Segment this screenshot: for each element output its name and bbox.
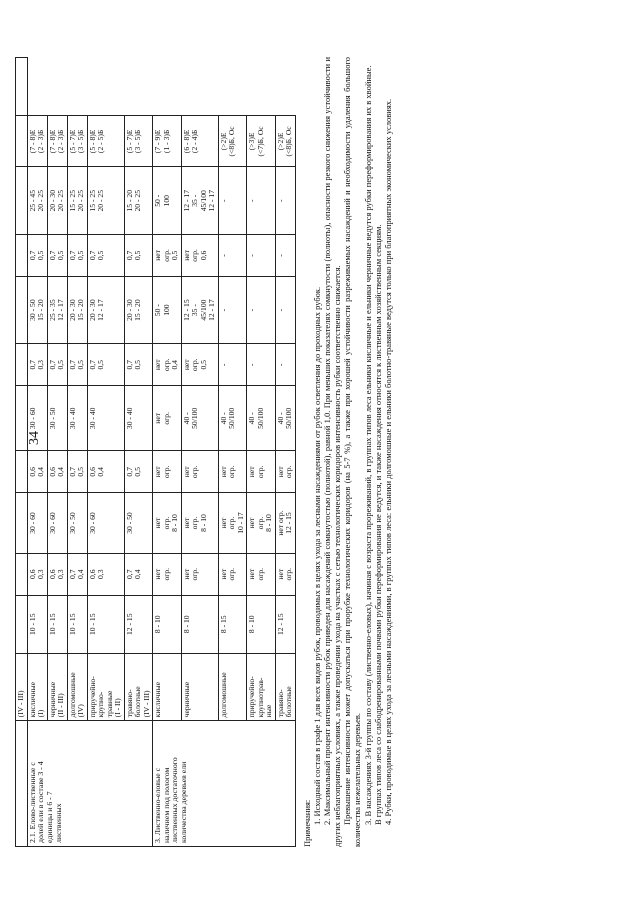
table-cell: (>2)Е (<8)Б, Ос	[275, 116, 295, 167]
table-cell: 8 - 10	[181, 595, 218, 653]
table-cell: нет огр.	[181, 451, 218, 493]
table-cell: 0,6 0,4	[47, 451, 67, 493]
table-cell: нет огр. 10 - 17	[218, 493, 247, 554]
table-cell	[16, 234, 28, 276]
table-cell: 0,7 0,5	[47, 344, 67, 386]
table-cell: 20 - 30 15 - 20	[67, 276, 87, 343]
table-cell: 0,6 0,4	[87, 451, 124, 493]
table-cell	[16, 344, 28, 386]
table-cell: (IV - III)	[16, 653, 28, 720]
table-cell: 30 - 50	[67, 493, 87, 554]
group-label: 3. Лиственно-еловые с наличием под пологом лиственных достаточного количества деревьев ели	[153, 721, 296, 847]
table-cell: долгомошные	[218, 653, 247, 720]
table-cell: 0,7 0,5	[47, 234, 67, 276]
table-cell: нет огр.	[153, 451, 182, 493]
table-cell: -	[247, 234, 276, 276]
table-cell	[16, 553, 28, 595]
table-cell: черничные (II - III)	[47, 653, 67, 720]
notes-title: Примечания:	[301, 799, 312, 847]
table-cell: 0,7 0,5	[67, 234, 87, 276]
table-cell	[16, 386, 28, 451]
table-cell: приручейно- крупно- травные (I - II)	[87, 653, 124, 720]
note-item: В группах типов леса со слабодренированными почвами рубки переформирования не ведутся, и также насаждения относятся к лиственным хозяйственным секциям.	[372, 224, 383, 825]
table-cell: 40 - 50/100	[247, 386, 276, 451]
table-cell: -	[247, 344, 276, 386]
table-cell: нет огр.	[247, 451, 276, 493]
notes-block	[302, 57, 394, 847]
table-cell: 20 - 30 12 - 17	[87, 276, 124, 343]
table-cell: травяно- болотные	[275, 653, 295, 720]
table-cell: нет огр. 8 - 10	[153, 493, 182, 554]
table-cell: 0,7 0,5	[87, 344, 124, 386]
table-cell: 0,7 0,5	[124, 234, 153, 276]
table-cell: нет огр. 8 - 10	[247, 493, 276, 554]
table-cell: 15 - 25 20 - 25	[67, 167, 87, 234]
table-cell: 0,7 0,5	[124, 344, 153, 386]
table-cell: 0,7 0,5	[67, 344, 87, 386]
table-cell: 10 - 15	[27, 595, 47, 653]
table-cell: 20 - 30 20 - 25	[47, 167, 67, 234]
table-cell: нет огр.	[218, 553, 247, 595]
table-cell: (>2)Е (<8)Б, Ос	[218, 116, 247, 167]
table-cell: 25 - 35 12 - 17	[47, 276, 67, 343]
table-cell: 0,6 0,4	[27, 451, 47, 493]
table-cell: 30 - 50 15 - 20	[27, 276, 47, 343]
table-cell: нет огр.	[247, 553, 276, 595]
table-cell: нет огр. 12 - 15	[275, 493, 295, 554]
table-cell: 20 - 30 15 - 20	[124, 276, 153, 343]
table-cell: 30 - 50	[124, 493, 153, 554]
table-cell: (6 - 8)Е (2 - 4)Б	[181, 116, 218, 167]
table-cell: 0,7 0,5	[27, 234, 47, 276]
table-cell: нет огр.	[153, 386, 182, 451]
note-item: 2. Максимальный процент интенсивности рубок приведен для насаждений сомкнутостью (полнотой), равной 1,0. При меньших показателях сомкнутости (полноты), опасности резкого снижения устойчивости и других неблагоприятных условиях, а также проведении ухода на участках с сетью технологических коридоров интенсивность рубки соответственно снижается.	[321, 57, 343, 847]
table-cell: приручейно- крупнотрав- ные	[247, 653, 276, 720]
table-cell: 30 - 50	[47, 386, 67, 451]
table-cell: 25 - 45 20 - 25	[27, 167, 47, 234]
table-cell: 0,6 0,3	[87, 553, 124, 595]
table-cell: (7 - 9)Е (1 - 3)Б	[153, 116, 182, 167]
table-cell: нет огр. 0,6	[181, 234, 218, 276]
table-cell: 12 - 15	[275, 595, 295, 653]
table-cell: нет огр.	[218, 451, 247, 493]
table-cell: 0,7 0,4	[67, 553, 87, 595]
note-item: 1. Исходный состав в графе 1 для всех видов рубок, проводимых в целях ухода за лесными насаждениями от рубок осветления до проходных рубок.	[311, 286, 322, 825]
table-cell: 10 - 15	[47, 595, 67, 653]
table-cell: 50 - 100	[153, 167, 182, 234]
table-cell	[16, 451, 28, 493]
table-cell: 30 - 60	[27, 386, 47, 451]
table-cell: -	[218, 167, 247, 234]
table-cell: (5 - 8)Е (2 - 5)Б	[87, 116, 124, 167]
note-item: 4. Рубки, проводимые в целях ухода за лесными насаждениями, в группах типов леса: ельники долгомошные и ельники болотно-травяные ведутся только при благоприятных экономических условиях.	[383, 98, 393, 825]
rotated-page-content	[15, 57, 625, 847]
table-row	[153, 58, 182, 847]
table-cell: нет огр. 0,4	[153, 344, 182, 386]
table-cell	[16, 493, 28, 554]
table-cell: 0,7 0,5	[124, 451, 153, 493]
table-cell: 0,7 0,5	[87, 234, 124, 276]
table-cell: 15 - 25 20 - 25	[87, 167, 124, 234]
table-cell	[16, 721, 28, 847]
note-item: 3. В насаждениях 3-й группы по составу (лиственно-еловых), начиная с возраста прореживаний, в группах типов леса ельники кисличные и ельники черничные ведутся рубки переформирования их в хвойные.	[362, 65, 373, 825]
table-cell: нет огр. 0,5	[153, 234, 182, 276]
table-cell: травяно- болотные (IV - III)	[124, 653, 153, 720]
table-cell	[16, 276, 28, 343]
group-label: 2.1. Елово-лиственные с долей ели в составе 3 - 4 единицы и 6 - 7 лиственных	[27, 721, 153, 847]
table-cell: -	[218, 276, 247, 343]
table-cell: (5 - 7)Е (3 - 5)Б	[67, 116, 87, 167]
table-cell: 30 - 60	[47, 493, 67, 554]
table-cell: 12 - 17 35 - 45/100 12 - 17	[181, 167, 218, 234]
table-cell: 8 - 10	[247, 595, 276, 653]
table-cell: нет огр.	[275, 451, 295, 493]
table-cell: кисличные	[153, 653, 182, 720]
note-item: Превышение интенсивности может допускаться при прорубке технологических коридоров (на 5-7 %), а также при хорошей устойчивости разреживаемых насаждений и необходимости удаления большого количества нежелательных деревьев.	[342, 57, 363, 847]
table-cell: нет огр. 8 - 10	[181, 493, 218, 554]
table-cell: 0,7 0,4	[124, 553, 153, 595]
table-cell: -	[218, 234, 247, 276]
table-cell: 0,7 0,3	[27, 344, 47, 386]
table-cell: -	[275, 276, 295, 343]
table-cell: 30 - 60	[27, 493, 47, 554]
table-cell: -	[275, 234, 295, 276]
table-cell: нет огр. 0,5	[181, 344, 218, 386]
table-cell: -	[275, 167, 295, 234]
table-cell	[16, 58, 28, 116]
table-cell: 15 - 20 20 - 25	[124, 167, 153, 234]
table-cell: 0,7 0,5	[67, 451, 87, 493]
table-cell: 40 - 50/100	[218, 386, 247, 451]
table-cell: нет огр.	[153, 553, 182, 595]
table-cell: 10 - 15	[87, 595, 124, 653]
table-cell: 12 - 15 35 - 45/100 12 - 17	[181, 276, 218, 343]
thinning-table	[15, 57, 296, 847]
table-cell: 30 - 40	[67, 386, 87, 451]
table-cell: 8 - 10	[153, 595, 182, 653]
table-cell: черничные	[181, 653, 218, 720]
table-cell: нет огр.	[181, 553, 218, 595]
table-cell: 12 - 15	[124, 595, 153, 653]
table-cell: 30 - 40	[87, 386, 124, 451]
table-cell: 30 - 60	[87, 493, 124, 554]
table-cell: долгомошные (IV)	[67, 653, 87, 720]
table-cell: (7 - 8)Е (2 - 3)Б	[27, 116, 47, 167]
table-cell: 40 - 50/100	[275, 386, 295, 451]
table-cell: нет огр.	[275, 553, 295, 595]
table-cell: (>3)Е (<7)Б, Ос	[247, 116, 276, 167]
table-cell: 10 - 15	[67, 595, 87, 653]
table-cell	[16, 167, 28, 234]
table-cell: 0,6 0,3	[27, 553, 47, 595]
table-cell: (7 - 8)Е (2 - 3)Б	[47, 116, 67, 167]
table-cell: (5 - 7)Е (3 - 5)Б	[124, 116, 153, 167]
table-cell: 30 - 40	[124, 386, 153, 451]
table-cell	[16, 595, 28, 653]
table-cell: 50 - 100	[153, 276, 182, 343]
table-cell: 8 - 15	[218, 595, 247, 653]
table-row	[27, 58, 47, 847]
table-cell	[16, 116, 28, 167]
table-header-row	[16, 58, 28, 847]
page-number: 34	[27, 431, 42, 445]
table-cell: 40 - 50/100	[181, 386, 218, 451]
table-cell: -	[247, 167, 276, 234]
table-cell: -	[247, 276, 276, 343]
table-cell: -	[275, 344, 295, 386]
table-cell: 0,6 0,3	[47, 553, 67, 595]
table-cell: кисличные (I)	[27, 653, 47, 720]
table-cell: -	[218, 344, 247, 386]
